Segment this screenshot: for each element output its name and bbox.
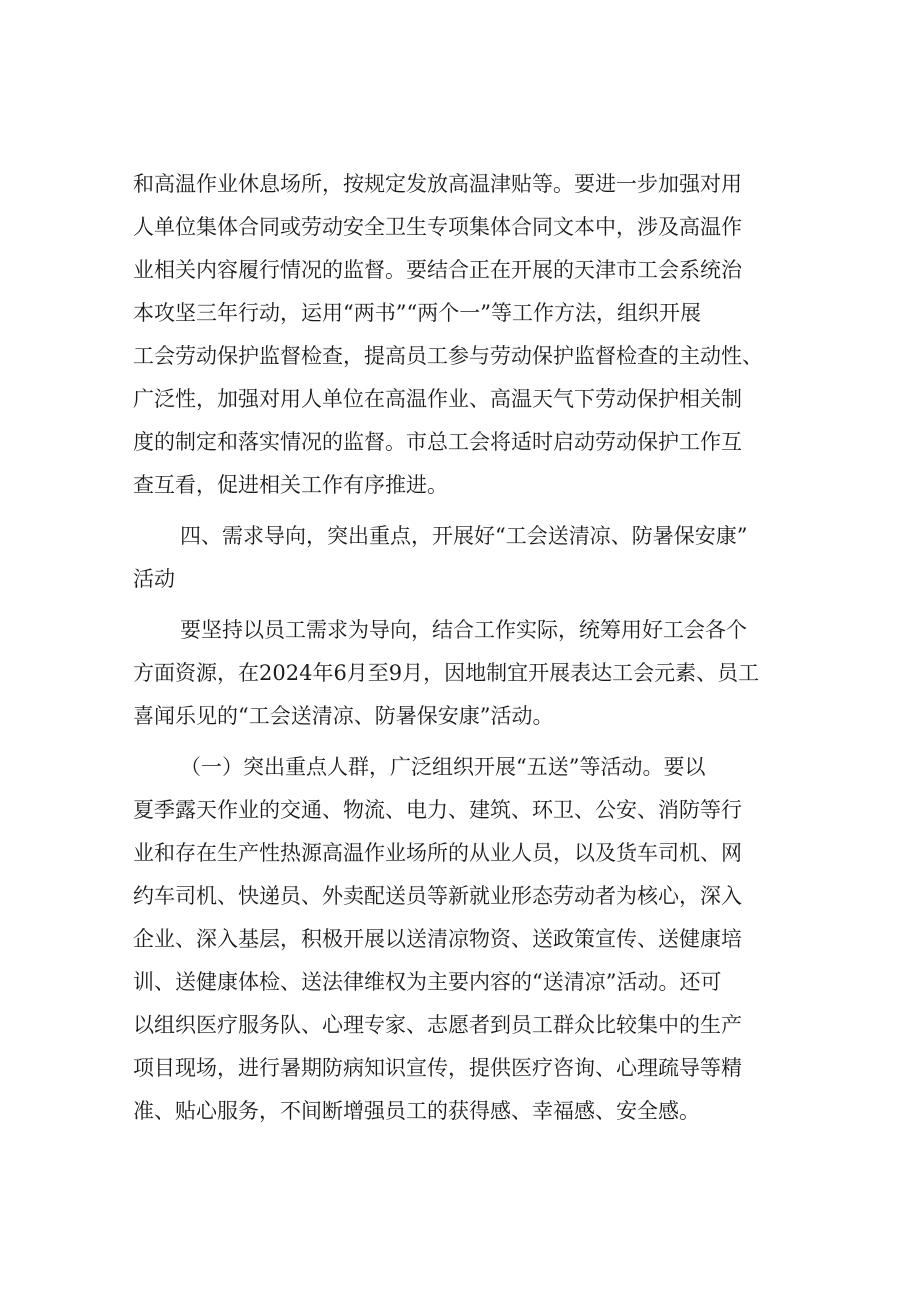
text-line: 人单位集体合同或劳动安全卫生专项集体合同文本中，涉及高温作 [133,215,742,239]
text-line: 和高温作业休息场所，按规定发放高温津贴等。要进一步加强对用 [133,172,742,196]
text-line: 度的制定和落实情况的监督。市总工会将适时启动劳动保护工作互 [133,430,742,454]
text-line: 要坚持以员工需求为导向，结合工作实际，统筹用好工会各个 [180,618,747,642]
text-line: 训、送健康体检、送法律维权为主要内容的“送清凉”活动。还可 [133,970,722,994]
text-line: 查互看，促进相关工作有序推进。 [133,473,448,497]
heading-line: 活动 [133,567,175,591]
text-line: 广泛性，加强对用人单位在高温作业、高温天气下劳动保护相关制 [133,387,742,411]
text-line: 喜闻乐见的“工会送清凉、防暑保安康”活动。 [133,704,554,728]
text-line: 工会劳动保护监督检查，提高员工参与劳动保护监督检查的主动性、 [133,344,763,368]
text-line: 业相关内容履行情况的监督。要结合正在开展的天津市工会系统治 [133,258,742,282]
text-line: 企业、深入基层，积极开展以送清凉物资、送政策宣传、送健康培 [133,927,742,951]
text-line: 准、贴心服务，不间断增强员工的获得感、幸福感、安全感。 [133,1099,700,1123]
text-line: 夏季露天作业的交通、物流、电力、建筑、环卫、公安、消防等行 [133,798,742,822]
text-line: 本攻坚三年行动，运用“两书”“两个一”等工作方法，组织开展 [133,301,701,325]
text-line: 业和存在生产性热源高温作业场所的从业人员，以及货车司机、网 [133,841,742,865]
heading-line: 四、需求导向，突出重点，开展好“工会送清凉、防暑保安康” [180,524,748,548]
text-line: 约车司机、快递员、外卖配送员等新就业形态劳动者为核心，深入 [133,884,742,908]
text-line: 以组织医疗服务队、心理专家、志愿者到员工群众比较集中的生产 [133,1013,742,1037]
text-line: 项目现场，进行暑期防病知识宣传，提供医疗咨询、心理疏导等精 [133,1056,742,1080]
text-line: （一）突出重点人群，广泛组织开展“五送”等活动。要以 [180,755,706,779]
text-line: 方面资源，在2024年6月至9月，因地制宜开展表达工会元素、员工 [133,661,760,685]
